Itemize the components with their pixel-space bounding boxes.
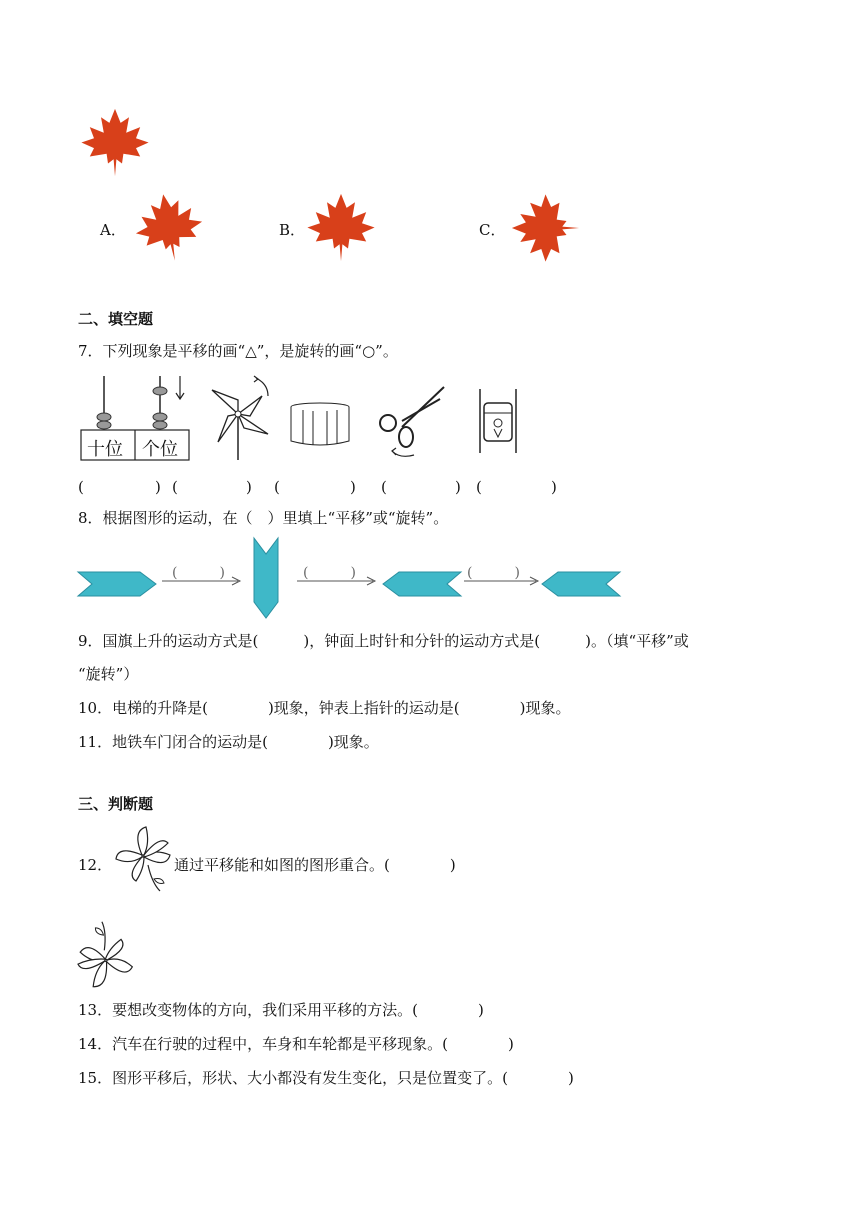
- q7-blank-1-open: (: [78, 478, 84, 496]
- section-title-true-false: 三、判断题: [78, 795, 154, 813]
- option-c-label: C．: [479, 221, 506, 239]
- q7-blank-1-close: ): [155, 478, 161, 496]
- abacus-label-ones: 个位: [142, 439, 178, 460]
- question-14-text: 14．汽车在行驶的过程中，车身和车轮都是平移现象。( ): [78, 1035, 514, 1053]
- question-9-line-1: 9．国旗上升的运动方式是( )，钟面上时针和分针的运动方式是( )。（填“平移”或: [78, 632, 689, 650]
- maple-leaf-reference: [80, 105, 150, 180]
- abacus-label-tens: 十位: [87, 439, 123, 460]
- q7-blank-5-open: (: [476, 478, 482, 496]
- elevator-icon: [476, 389, 520, 455]
- section-title-fill-in: 二、填空题: [78, 310, 154, 328]
- question-9-line-2: “旋转”）: [78, 665, 139, 683]
- question-13-text: 13．要想改变物体的方向，我们采用平移的方法。( ): [78, 1001, 484, 1019]
- revolving-door-icon: [289, 401, 351, 447]
- lily-flower-rotated-icon: [78, 912, 140, 986]
- arrow-label-2: ( ): [303, 565, 356, 581]
- chevron-shape-left-1: [381, 572, 461, 596]
- pinwheel-icon: [202, 376, 278, 462]
- q7-blank-3-close: ): [350, 478, 356, 496]
- option-a-label: A．: [100, 221, 126, 239]
- q7-blank-3-open: (: [274, 478, 280, 496]
- arrow-label-1: ( ): [172, 565, 225, 581]
- q7-blank-2-open: (: [172, 478, 178, 496]
- q7-blank-4-close: ): [455, 478, 461, 496]
- question-12-number: 12．: [78, 856, 113, 874]
- question-15-text: 15．图形平移后，形状、大小都没有发生变化，只是位置变了。( ): [78, 1069, 574, 1087]
- question-11-text: 11．地铁车门闭合的运动是( )现象。: [78, 733, 379, 751]
- scissors-icon: [376, 385, 448, 465]
- chevron-shape-left-2: [540, 572, 620, 596]
- q7-blank-2-close: ): [246, 478, 252, 496]
- question-8-text: 8．根据图形的运动，在（ ）里填上“平移”或“旋转”。: [78, 509, 449, 527]
- question-10-text: 10．电梯的升降是( )现象，钟表上指针的运动是( )现象。: [78, 699, 571, 717]
- lily-flower-icon: [112, 825, 174, 897]
- q7-blank-4-open: (: [381, 478, 387, 496]
- arrow-label-3: ( ): [467, 565, 520, 581]
- q7-blank-5-close: ): [551, 478, 557, 496]
- chevron-shape-down: [254, 538, 278, 620]
- option-b-label: B．: [279, 221, 306, 239]
- maple-leaf-option-b: [306, 190, 376, 265]
- maple-leaf-option-c: [508, 193, 583, 263]
- chevron-shape-right: [78, 572, 158, 596]
- maple-leaf-option-a: [134, 190, 204, 265]
- question-7-text: 7．下列现象是平移的画“△”，是旋转的画“○”。: [78, 342, 398, 360]
- question-12-text: 通过平移能和如图的图形重合。( ): [174, 856, 456, 874]
